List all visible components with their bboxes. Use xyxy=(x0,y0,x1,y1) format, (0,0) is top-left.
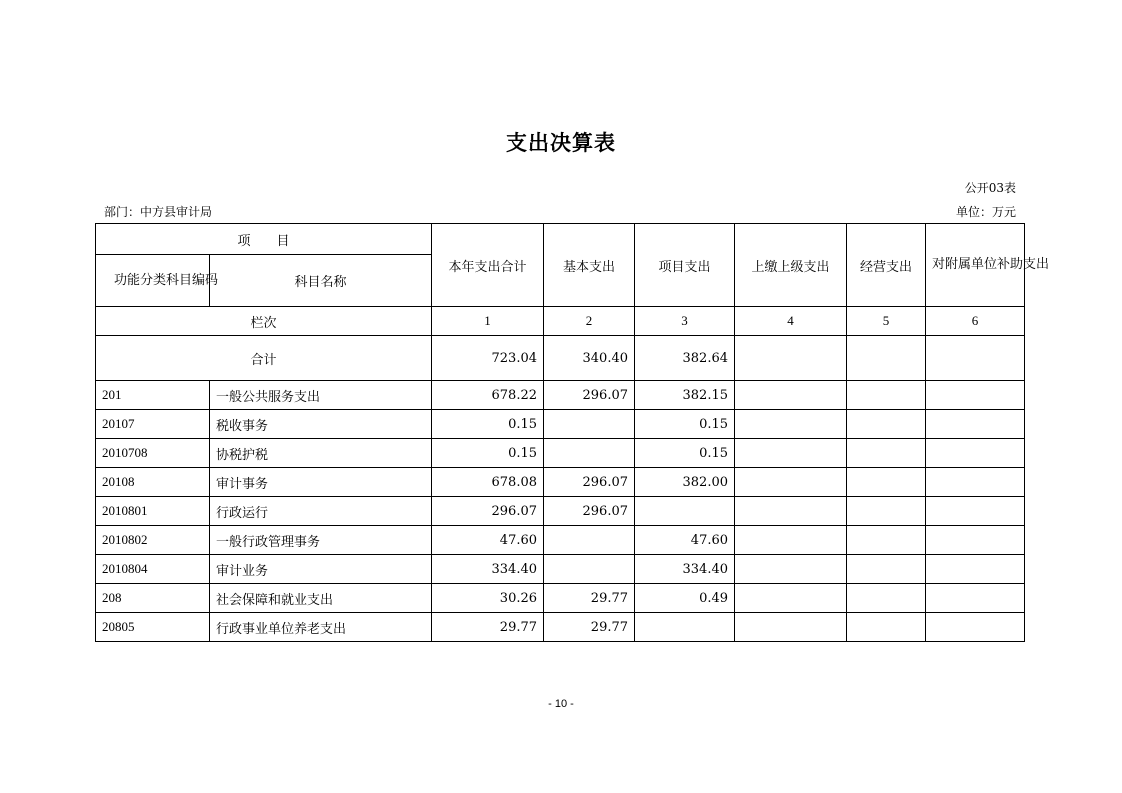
value-cell xyxy=(544,410,635,439)
value-cell xyxy=(735,410,847,439)
total-value xyxy=(926,336,1025,381)
value-cell xyxy=(847,468,926,497)
value-cell: 0.15 xyxy=(635,439,735,468)
value-cell xyxy=(847,526,926,555)
subject-name-cell: 社会保障和就业支出 xyxy=(210,584,432,613)
value-cell: 0.15 xyxy=(432,410,544,439)
value-cell xyxy=(847,410,926,439)
form-number: 公开03表 xyxy=(964,181,1016,195)
subject-name-cell: 协税护税 xyxy=(210,439,432,468)
column-number: 3 xyxy=(635,307,735,336)
value-cell xyxy=(847,613,926,642)
subject-name-cell: 一般行政管理事务 xyxy=(210,526,432,555)
header-item: 项 目 xyxy=(96,224,432,255)
column-number: 6 xyxy=(926,307,1025,336)
value-cell xyxy=(926,439,1025,468)
value-cell: 334.40 xyxy=(635,555,735,584)
value-cell xyxy=(735,613,847,642)
func-code-cell: 20805 xyxy=(96,613,210,642)
header-col-total: 本年支出合计 xyxy=(432,224,544,307)
value-cell: 0.15 xyxy=(432,439,544,468)
header-row-1 xyxy=(96,224,1025,255)
func-code-cell: 20108 xyxy=(96,468,210,497)
column-number: 2 xyxy=(544,307,635,336)
header-col-upper: 上缴上级支出 xyxy=(735,224,847,307)
table-row xyxy=(96,555,1025,584)
total-value xyxy=(847,336,926,381)
column-number: 5 xyxy=(847,307,926,336)
value-cell: 678.22 xyxy=(432,381,544,410)
table-row xyxy=(96,526,1025,555)
table-row xyxy=(96,439,1025,468)
table-row xyxy=(96,497,1025,526)
header-subject-name: 科目名称 xyxy=(210,255,432,307)
value-cell: 47.60 xyxy=(432,526,544,555)
value-cell: 296.07 xyxy=(544,468,635,497)
value-cell xyxy=(735,555,847,584)
total-value: 340.40 xyxy=(544,336,635,381)
value-cell xyxy=(847,497,926,526)
func-code-cell: 208 xyxy=(96,584,210,613)
page-title: 支出决算表 xyxy=(506,131,616,155)
value-cell xyxy=(635,497,735,526)
header-col-subsidy: 对附属单位补助支出 xyxy=(926,224,1025,307)
value-cell xyxy=(735,526,847,555)
value-cell xyxy=(926,410,1025,439)
unit-label: 单位：万元 xyxy=(955,205,1016,219)
subject-name-cell: 行政事业单位养老支出 xyxy=(210,613,432,642)
value-cell: 296.07 xyxy=(544,381,635,410)
table-row xyxy=(96,613,1025,642)
total-label: 合计 xyxy=(96,336,432,381)
header-col-operating: 经营支出 xyxy=(847,224,926,307)
column-number: 1 xyxy=(432,307,544,336)
value-cell xyxy=(544,439,635,468)
value-cell xyxy=(926,584,1025,613)
value-cell xyxy=(735,468,847,497)
value-cell: 29.77 xyxy=(544,613,635,642)
value-cell xyxy=(735,381,847,410)
subject-name-cell: 行政运行 xyxy=(210,497,432,526)
value-cell xyxy=(926,497,1025,526)
table-row xyxy=(96,381,1025,410)
total-row xyxy=(96,336,1025,381)
value-cell xyxy=(847,555,926,584)
value-cell xyxy=(735,584,847,613)
value-cell xyxy=(847,381,926,410)
value-cell xyxy=(635,613,735,642)
value-cell: 296.07 xyxy=(432,497,544,526)
column-number: 4 xyxy=(735,307,847,336)
func-code-cell: 2010804 xyxy=(96,555,210,584)
table-row xyxy=(96,584,1025,613)
value-cell xyxy=(735,439,847,468)
func-code-cell: 2010801 xyxy=(96,497,210,526)
func-code-cell: 2010708 xyxy=(96,439,210,468)
func-code-cell: 201 xyxy=(96,381,210,410)
value-cell: 0.15 xyxy=(635,410,735,439)
department-label: 部门：中方县审计局 xyxy=(104,205,213,219)
value-cell: 0.49 xyxy=(635,584,735,613)
header-col-project: 项目支出 xyxy=(635,224,735,307)
subject-name-cell: 审计事务 xyxy=(210,468,432,497)
value-cell: 678.08 xyxy=(432,468,544,497)
total-value xyxy=(735,336,847,381)
header-func-code: 功能分类科目编码 xyxy=(96,255,210,307)
value-cell: 47.60 xyxy=(635,526,735,555)
value-cell xyxy=(926,613,1025,642)
value-cell xyxy=(926,555,1025,584)
subject-name-cell: 一般公共服务支出 xyxy=(210,381,432,410)
subject-name-cell: 审计业务 xyxy=(210,555,432,584)
value-cell: 29.77 xyxy=(544,584,635,613)
value-cell: 382.00 xyxy=(635,468,735,497)
value-cell xyxy=(847,439,926,468)
func-code-cell: 20107 xyxy=(96,410,210,439)
total-value: 723.04 xyxy=(432,336,544,381)
func-code-cell: 2010802 xyxy=(96,526,210,555)
value-cell xyxy=(847,584,926,613)
value-cell: 30.26 xyxy=(432,584,544,613)
value-cell xyxy=(926,381,1025,410)
table-row xyxy=(96,410,1025,439)
table-row xyxy=(96,468,1025,497)
total-value: 382.64 xyxy=(635,336,735,381)
expenditure-table xyxy=(95,223,1050,642)
column-number-row xyxy=(96,307,1025,336)
value-cell: 334.40 xyxy=(432,555,544,584)
value-cell: 29.77 xyxy=(432,613,544,642)
subject-name-cell: 税收事务 xyxy=(210,410,432,439)
header-col-basic: 基本支出 xyxy=(544,224,635,307)
page-number: - 10 - xyxy=(548,698,574,710)
value-cell xyxy=(544,526,635,555)
value-cell xyxy=(544,555,635,584)
value-cell: 296.07 xyxy=(544,497,635,526)
value-cell: 382.15 xyxy=(635,381,735,410)
value-cell xyxy=(735,497,847,526)
value-cell xyxy=(926,468,1025,497)
value-cell xyxy=(926,526,1025,555)
column-row-label: 栏次 xyxy=(96,307,432,336)
